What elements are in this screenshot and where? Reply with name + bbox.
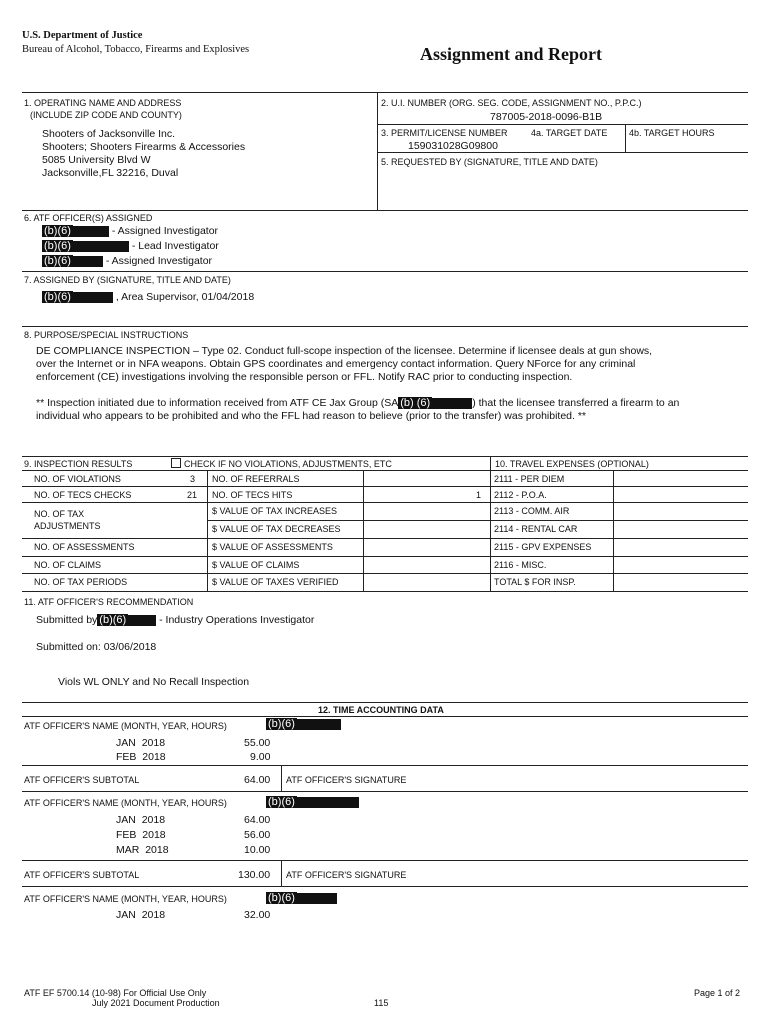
target-date-label: 4a. TARGET DATE — [531, 128, 608, 138]
claims-label: NO. OF CLAIMS — [34, 560, 102, 570]
instructions-line-3: enforcement (CE) investigations involving the responsible person or FFL. Notify RAC prior to conducting inspection. — [36, 371, 573, 383]
submitted-by: Submitted by (b)(6) - Industry Operations Investigator — [36, 614, 315, 627]
page-serial: 115 — [374, 998, 389, 1008]
officer-1: (b)(6) - Assigned Investigator — [44, 225, 219, 238]
tax-adjustments-label-1: NO. OF TAX — [34, 509, 85, 519]
license-number: 159031028G09800 — [408, 140, 498, 152]
time-entry-hours: 9.00 — [250, 751, 271, 763]
submitted-on: Submitted on: 03/06/2018 — [36, 641, 157, 653]
block1-divider — [377, 92, 378, 210]
production-note: July 2021 Document Production — [92, 998, 220, 1008]
taxes-verified-label: $ VALUE OF TAXES VERIFIED — [212, 577, 339, 587]
travel-row-7: TOTAL $ FOR INSP. — [494, 577, 576, 587]
time-entry: FEB 2018 — [116, 829, 166, 841]
block2-label: 2. U.I. NUMBER (ORG. SEG. CODE, ASSIGNMENT NO., P.P.C.) — [381, 98, 642, 108]
tecs-checks-label: NO. OF TECS CHECKS — [34, 490, 132, 500]
value-assessments-label: $ VALUE OF ASSESSMENTS — [212, 542, 333, 552]
page-indicator: Page 1 of 2 — [694, 988, 741, 998]
travel-row-4: 2114 - RENTAL CAR — [494, 524, 578, 534]
officer2-subtotal-label: ATF OFFICER'S SUBTOTAL — [24, 870, 140, 880]
block8-label: 8. PURPOSE/SPECIAL INSTRUCTIONS — [24, 330, 189, 340]
tecs-checks-value: 21 — [187, 490, 198, 500]
officer1-subtotal: 64.00 — [244, 774, 271, 786]
instructions-line-1: DE COMPLIANCE INSPECTION – Type 02. Conduct full-scope inspection of the licensee. Determine if licensee deals at gun shows, — [36, 345, 653, 357]
tax-increases-label: $ VALUE OF TAX INCREASES — [212, 506, 338, 516]
violations-label: NO. OF VIOLATIONS — [34, 474, 121, 484]
officer-3: (b)(6) - Assigned Investigator — [44, 255, 213, 268]
officer2-redaction — [266, 796, 359, 808]
address-line-2: Shooters; Shooters Firearms & Accessories — [42, 141, 246, 153]
redaction-box: (b)(6) — [99, 614, 127, 627]
officer3-redaction — [266, 892, 337, 904]
tax-periods-label: NO. OF TAX PERIODS — [34, 577, 128, 587]
value-claims-label: $ VALUE OF CLAIMS — [212, 560, 300, 570]
instructions-note-line-2: individual who appears to be prohibited and who the FFL had reason to believe (prior to the transfer) was prohibited. ** — [36, 410, 587, 422]
officer-2: (b)(6) - Lead Investigator — [44, 240, 219, 253]
assessments-label: NO. OF ASSESSMENTS — [34, 542, 135, 552]
time-entry-hours: 32.00 — [244, 909, 271, 921]
block1-sublabel: (INCLUDE ZIP CODE AND COUNTY) — [30, 110, 182, 120]
assigned-by: (b)(6) , Area Supervisor, 01/04/2018 — [44, 291, 255, 304]
officer2-signature-label: ATF OFFICER'S SIGNATURE — [286, 870, 407, 880]
travel-row-6: 2116 - MISC. — [494, 560, 547, 570]
top-rule — [22, 92, 748, 93]
travel-row-3: 2113 - COMM. AIR — [494, 506, 570, 516]
tecs-hits-label: NO. OF TECS HITS — [212, 490, 293, 500]
redaction-box: (b)(6) — [268, 796, 295, 809]
block6-label: 6. ATF OFFICER(S) ASSIGNED — [24, 213, 153, 223]
referrals-label: NO. OF REFERRALS — [212, 474, 300, 484]
redaction-box: (b)(6) — [44, 291, 71, 304]
officer3-name-label: ATF OFFICER'S NAME (MONTH, YEAR, HOURS) — [24, 894, 227, 904]
tax-decreases-label: $ VALUE OF TAX DECREASES — [212, 524, 341, 534]
travel-row-2: 2112 - P.O.A. — [494, 490, 547, 500]
form-number: ATF EF 5700.14 (10-98) For Official Use Only — [24, 988, 207, 998]
block12-label: 12. TIME ACCOUNTING DATA — [318, 705, 444, 715]
instructions-note-line-1: ** Inspection initiated due to information received from ATF CE Jax Group (SA (b) (6) ) that the licensee transferred a firearm to an — [36, 397, 680, 410]
tax-adjustments-label-2: ADJUSTMENTS — [34, 521, 101, 531]
ui-number: 787005-2018-0096-B1B — [490, 111, 603, 123]
time-entry: JAN 2018 — [116, 814, 166, 826]
redaction-box: (b)(6) — [44, 240, 71, 253]
block1-label: 1. OPERATING NAME AND ADDRESS — [24, 98, 182, 108]
redaction-box: (b)(6) — [44, 255, 71, 268]
officer1-subtotal-label: ATF OFFICER'S SUBTOTAL — [24, 775, 140, 785]
officer2-name-label: ATF OFFICER'S NAME (MONTH, YEAR, HOURS) — [24, 798, 227, 808]
block10-label: 10. TRAVEL EXPENSES (OPTIONAL) — [495, 459, 649, 469]
block5-label: 5. REQUESTED BY (SIGNATURE, TITLE AND DATE) — [381, 157, 598, 167]
address-line-3: 5085 University Blvd W — [42, 154, 151, 166]
block11-label: 11. ATF OFFICER'S RECOMMENDATION — [24, 597, 194, 607]
officer1-name-label: ATF OFFICER'S NAME (MONTH, YEAR, HOURS) — [24, 721, 227, 731]
travel-row-5: 2115 - GPV EXPENSES — [494, 542, 592, 552]
checkbox-icon[interactable] — [171, 458, 181, 468]
travel-row-1: 2111 - PER DIEM — [494, 474, 565, 484]
time-entry: JAN 2018 — [116, 737, 166, 749]
tecs-hits-value: 1 — [476, 490, 482, 500]
target-hours-label: 4b. TARGET HOURS — [629, 128, 715, 138]
redaction-box: (b)(6) — [268, 892, 295, 905]
instructions-line-2: over the Internet or in NFA weapons. Obtain GPS coordinates and emergency contact information. Query NForce for any criminal — [36, 358, 636, 370]
redaction-box: (b)(6) — [44, 225, 71, 238]
bureau-name: Bureau of Alcohol, Tobacco, Firearms and Explosives — [22, 44, 250, 55]
officer1-redaction — [266, 718, 341, 730]
time-entry-hours: 10.00 — [244, 844, 271, 856]
time-entry: JAN 2018 — [116, 909, 166, 921]
time-entry-hours: 64.00 — [244, 814, 271, 826]
form-title: Assignment and Report — [420, 44, 603, 64]
violations-value: 3 — [190, 474, 196, 484]
block7-label: 7. ASSIGNED BY (SIGNATURE, TITLE AND DATE) — [24, 275, 231, 285]
officer1-signature-label: ATF OFFICER'S SIGNATURE — [286, 775, 407, 785]
time-entry: FEB 2018 — [116, 751, 166, 763]
address-line-4: Jacksonville,FL 32216, Duval — [42, 167, 179, 179]
redaction-box: (b)(6) — [268, 718, 295, 731]
officer2-subtotal: 130.00 — [238, 869, 271, 881]
department-name: U.S. Department of Justice — [22, 30, 143, 41]
recommendation-note: Viols WL ONLY and No Recall Inspection — [58, 676, 250, 688]
redaction-box: (b) (6) — [400, 397, 431, 410]
time-entry-hours: 55.00 — [244, 737, 271, 749]
time-entry-hours: 56.00 — [244, 829, 271, 841]
address-line-1: Shooters of Jacksonville Inc. — [42, 128, 176, 140]
block3-label: 3. PERMIT/LICENSE NUMBER — [381, 128, 508, 138]
no-violations-checkbox[interactable]: CHECK IF NO VIOLATIONS, ADJUSTMENTS, ETC — [171, 458, 392, 469]
block9-label: 9. INSPECTION RESULTS — [24, 459, 133, 469]
time-entry: MAR 2018 — [116, 844, 169, 856]
